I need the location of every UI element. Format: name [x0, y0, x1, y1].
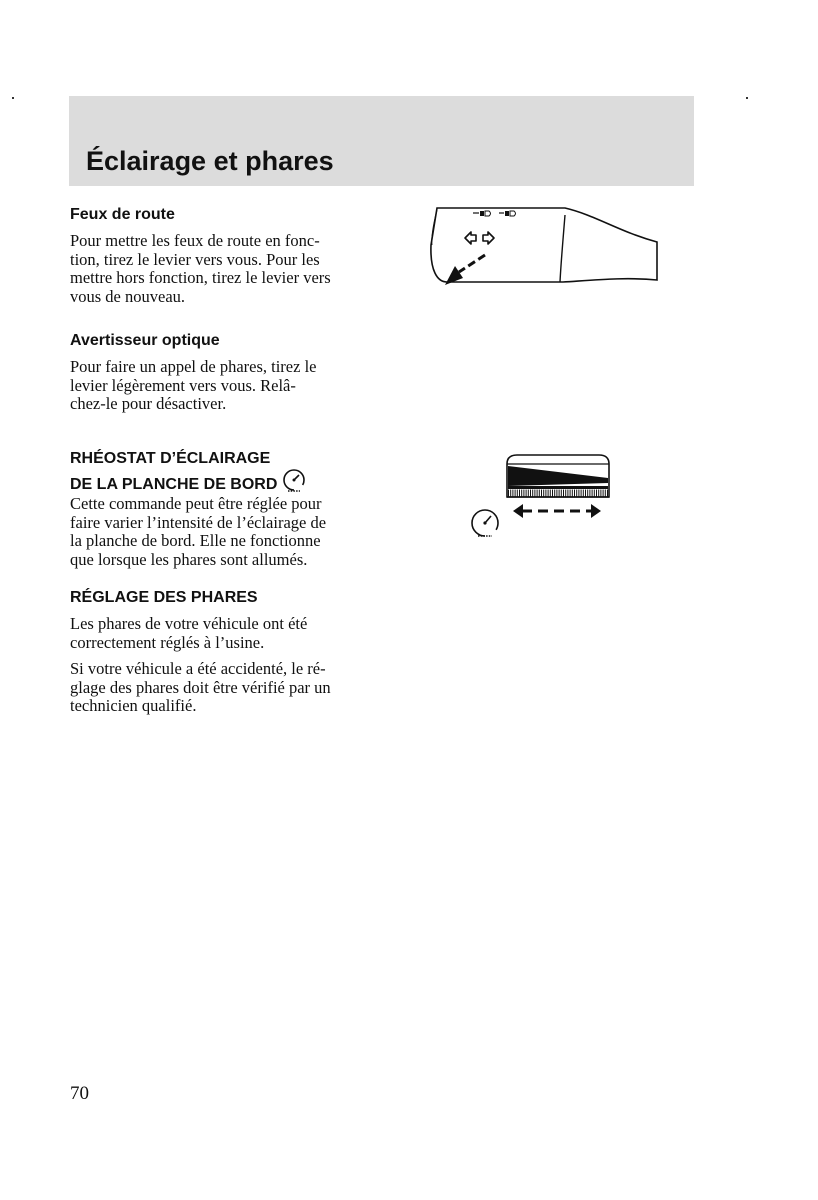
page-number: 70 [70, 1083, 89, 1104]
text-line: vous de nouveau. [70, 286, 186, 306]
crop-mark-right [746, 97, 748, 99]
heading-high-beam: Feux de route [70, 206, 175, 223]
text-line: Pour mettre les feux de route en fonc- [70, 231, 320, 250]
text-line: que lorsque les phares sont allumés. [70, 549, 308, 569]
lever-illustration [425, 200, 660, 295]
heading-aim: RÉGLAGE DES PHARES [70, 589, 258, 606]
text-line: Si votre véhicule a été accidenté, le ré- [70, 659, 326, 678]
text-line: glage des phares doit être vérifié par un [70, 677, 331, 697]
paragraph-high-beam [70, 232, 370, 306]
paragraph-dimmer [70, 495, 370, 569]
paragraph-aim-2 [70, 660, 370, 716]
text-line: technicien qualifié. [70, 696, 197, 715]
heading-dimmer-line1: RHÉOSTAT D’ÉCLAIRAGE [70, 450, 271, 467]
text-line: correctement réglés à l’usine. [70, 632, 265, 652]
text-line: Pour faire un appel de phares, tirez le [70, 357, 317, 376]
text-line: levier légèrement vers vous. Relâ- [70, 375, 296, 395]
text-line: Les phares de votre véhicule ont été [70, 614, 308, 633]
dashboard-dimmer-icon [472, 510, 498, 536]
heading-flash: Avertisseur optique [70, 332, 220, 349]
page-title: Éclairage et phares [86, 146, 334, 176]
text-line: faire varier l’intensité de l’éclairage de [70, 512, 327, 532]
text-line: mettre hors fonction, tirez le levier vers [70, 268, 331, 287]
text-line: Cette commande peut être réglée pour [70, 494, 322, 513]
paragraph-flash [70, 358, 370, 414]
text-line: chez-le pour désactiver. [70, 394, 227, 413]
text-line: tion, tirez le levier vers vous. Pour les [70, 249, 320, 269]
heading-dimmer [70, 449, 307, 499]
text-line: la planche de bord. Elle ne fonctionne [70, 531, 321, 550]
heading-dimmer-line2: DE LA PLANCHE DE BORD [70, 476, 278, 493]
double-arrow-icon [513, 504, 601, 518]
dimmer-illustration [465, 452, 615, 544]
paragraph-aim-1 [70, 615, 370, 652]
crop-mark-left [12, 97, 14, 99]
